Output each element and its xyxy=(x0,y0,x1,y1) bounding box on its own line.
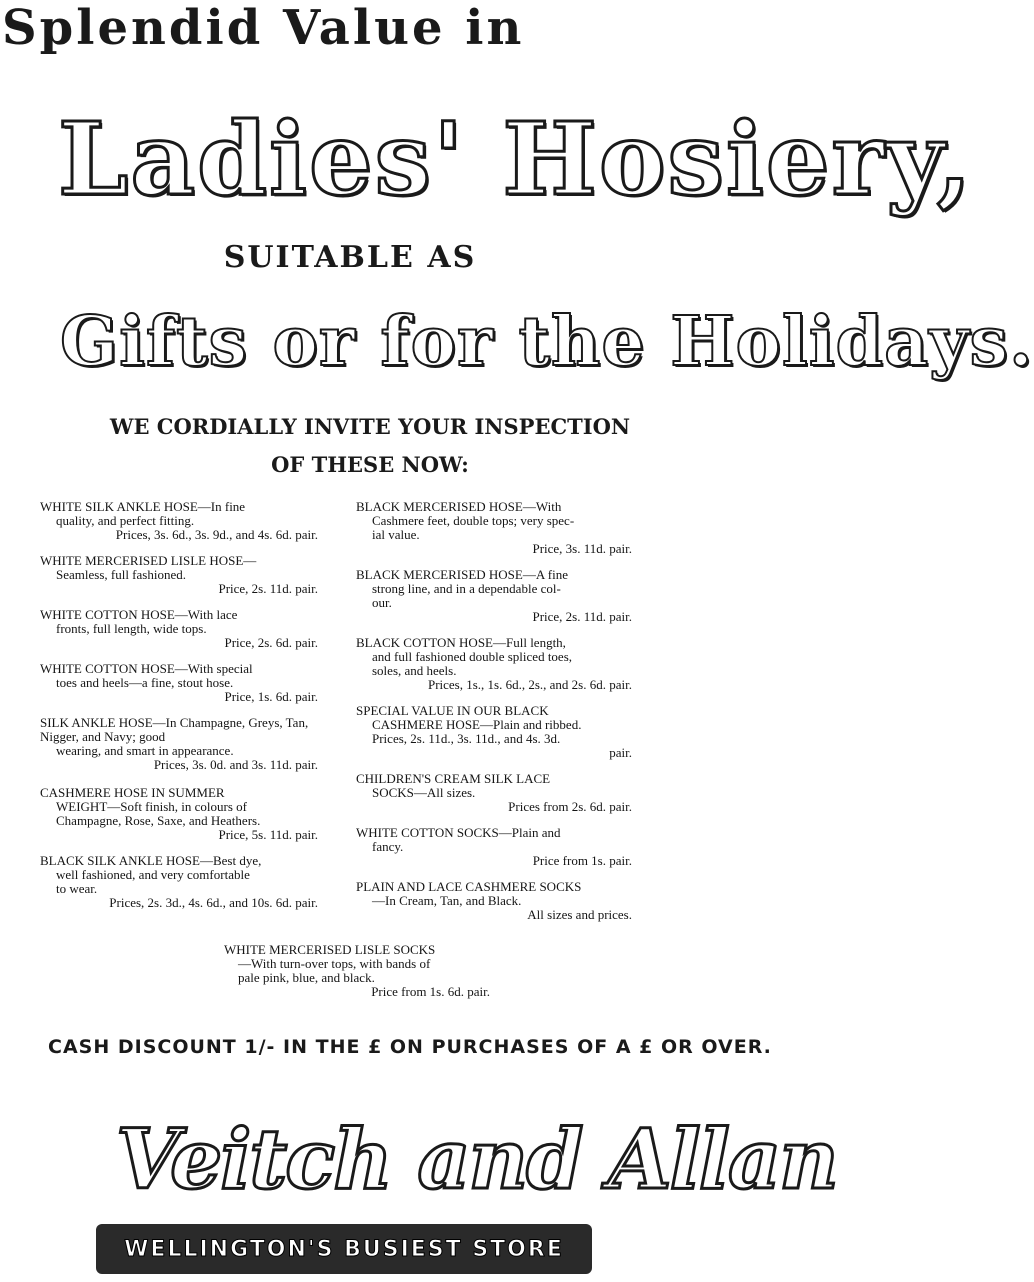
item-head: WHITE SILK ANKLE HOSE—In fine xyxy=(40,499,246,514)
item-head: WHITE COTTON HOSE—With special xyxy=(40,661,253,676)
item-price: Prices from 2s. 6d. pair. xyxy=(508,799,632,814)
hosiery-item xyxy=(40,786,322,842)
item-price: Prices, 3s. 0d. and 3s. 11d. pair. xyxy=(153,757,318,772)
item-line: quality, and perfect fitting. xyxy=(56,513,195,528)
item-line: Cashmere feet, double tops; very spec- xyxy=(372,513,575,528)
hosiery-item xyxy=(40,716,322,772)
item-line: CASHMERE HOSE—Plain and ribbed. xyxy=(372,717,582,732)
hosiery-item xyxy=(356,636,636,692)
hosiery-item xyxy=(40,608,322,650)
item-line: —With turn-over tops, with bands of xyxy=(238,956,431,971)
item-price: Prices, 3s. 6d., 3s. 9d., and 4s. 6d. pair. xyxy=(115,527,318,542)
item-price: Price, 5s. 11d. pair. xyxy=(218,827,318,842)
item-head: PLAIN AND LACE CASHMERE SOCKS xyxy=(356,879,582,894)
hosiery-item xyxy=(356,568,636,624)
item-head: SILK ANKLE HOSE—In Champagne, Greys, Tan, Nigger, and Navy; good xyxy=(40,715,309,744)
item-line: fronts, full length, wide tops. xyxy=(56,621,207,636)
headline-suitable-as: SUITABLE AS xyxy=(223,240,477,275)
item-head: CASHMERE HOSE IN SUMMER xyxy=(40,785,225,800)
item-line: strong line, and in a dependable col- xyxy=(372,581,561,596)
item-head: WHITE MERCERISED LISLE HOSE— xyxy=(40,553,257,568)
headline-ladies-hosiery: Ladies' Hosiery, xyxy=(58,100,974,218)
item-line: fancy. xyxy=(372,839,404,854)
invite-line-1: WE CORDIALLY INVITE YOUR INSPECTION xyxy=(109,414,631,439)
item-line: well fashioned, and very comfortable xyxy=(56,867,250,882)
item-head: WHITE MERCERISED LISLE SOCKS xyxy=(224,942,436,957)
item-head: BLACK MERCERISED HOSE—A fine xyxy=(356,567,568,582)
logo-banner xyxy=(96,1224,592,1274)
hosiery-item xyxy=(356,500,636,556)
item-line: soles, and heels. xyxy=(372,663,457,678)
item-line: wearing, and smart in appearance. xyxy=(56,743,234,758)
item-head: BLACK COTTON HOSE—Full length, xyxy=(356,635,566,650)
item-price: Price from 1s. 6d. pair. xyxy=(371,984,490,999)
hosiery-item xyxy=(40,662,322,704)
item-line: Seamless, full fashioned. xyxy=(56,567,186,582)
item-price: Price, 2s. 11d. pair. xyxy=(218,581,318,596)
item-line: and full fashioned double spliced toes, xyxy=(372,649,573,664)
cash-discount-line: CASH DISCOUNT 1/- IN THE £ ON PURCHASES OF A £ OR OVER. xyxy=(48,1036,772,1058)
item-head: SPECIAL VALUE IN OUR BLACK xyxy=(356,703,549,718)
hosiery-item xyxy=(40,500,322,542)
logo-script: Veitch and Allan xyxy=(116,1112,837,1208)
item-price: Price, 1s. 6d. pair. xyxy=(224,689,318,704)
center-item xyxy=(224,943,494,999)
item-price: pair. xyxy=(609,745,632,760)
item-head: BLACK MERCERISED HOSE—With xyxy=(356,499,562,514)
item-price: Price, 3s. 11d. pair. xyxy=(532,541,632,556)
item-line: —In Cream, Tan, and Black. xyxy=(372,893,522,908)
item-line: Prices, 2s. 11d., 3s. 11d., and 4s. 3d. xyxy=(372,731,561,746)
item-price: Prices, 1s., 1s. 6d., 2s., and 2s. 6d. pair. xyxy=(427,677,632,692)
headline-gifts-holidays: Gifts or for the Holidays. xyxy=(60,302,1034,382)
item-line: our. xyxy=(372,595,392,610)
right-column xyxy=(356,500,636,934)
left-column xyxy=(40,500,322,922)
item-price: All sizes and prices. xyxy=(527,907,632,922)
item-price: Price from 1s. pair. xyxy=(532,853,632,868)
item-line: ial value. xyxy=(372,527,420,542)
store-logo xyxy=(96,1090,837,1280)
item-line: Champagne, Rose, Saxe, and Heathers. xyxy=(56,813,261,828)
item-head: CHILDREN'S CREAM SILK LACE xyxy=(356,771,551,786)
item-line: to wear. xyxy=(56,881,98,896)
headline-splendid-value: Splendid Value in xyxy=(2,0,525,56)
item-line: SOCKS—All sizes. xyxy=(372,785,476,800)
invite-line-2: OF THESE NOW: xyxy=(271,452,469,477)
item-line: WEIGHT—Soft finish, in colours of xyxy=(56,799,248,814)
item-price: Prices, 2s. 3d., 4s. 6d., and 10s. 6d. pair. xyxy=(109,895,318,910)
item-price: Price, 2s. 6d. pair. xyxy=(224,635,318,650)
item-head: WHITE COTTON SOCKS—Plain and xyxy=(356,825,561,840)
hosiery-item xyxy=(356,880,636,922)
item-head: WHITE COTTON HOSE—With lace xyxy=(40,607,238,622)
logo-banner-text: WELLINGTON'S BUSIEST STORE xyxy=(124,1236,564,1262)
hosiery-item xyxy=(356,772,636,814)
item-head: BLACK SILK ANKLE HOSE—Best dye, xyxy=(40,853,262,868)
hosiery-item xyxy=(40,554,322,596)
item-price: Price, 2s. 11d. pair. xyxy=(532,609,632,624)
hosiery-item xyxy=(40,854,322,910)
hosiery-item xyxy=(356,704,636,760)
hosiery-item xyxy=(356,826,636,868)
item-line: toes and heels—a fine, stout hose. xyxy=(56,675,234,690)
item-line: pale pink, blue, and black. xyxy=(238,970,375,985)
